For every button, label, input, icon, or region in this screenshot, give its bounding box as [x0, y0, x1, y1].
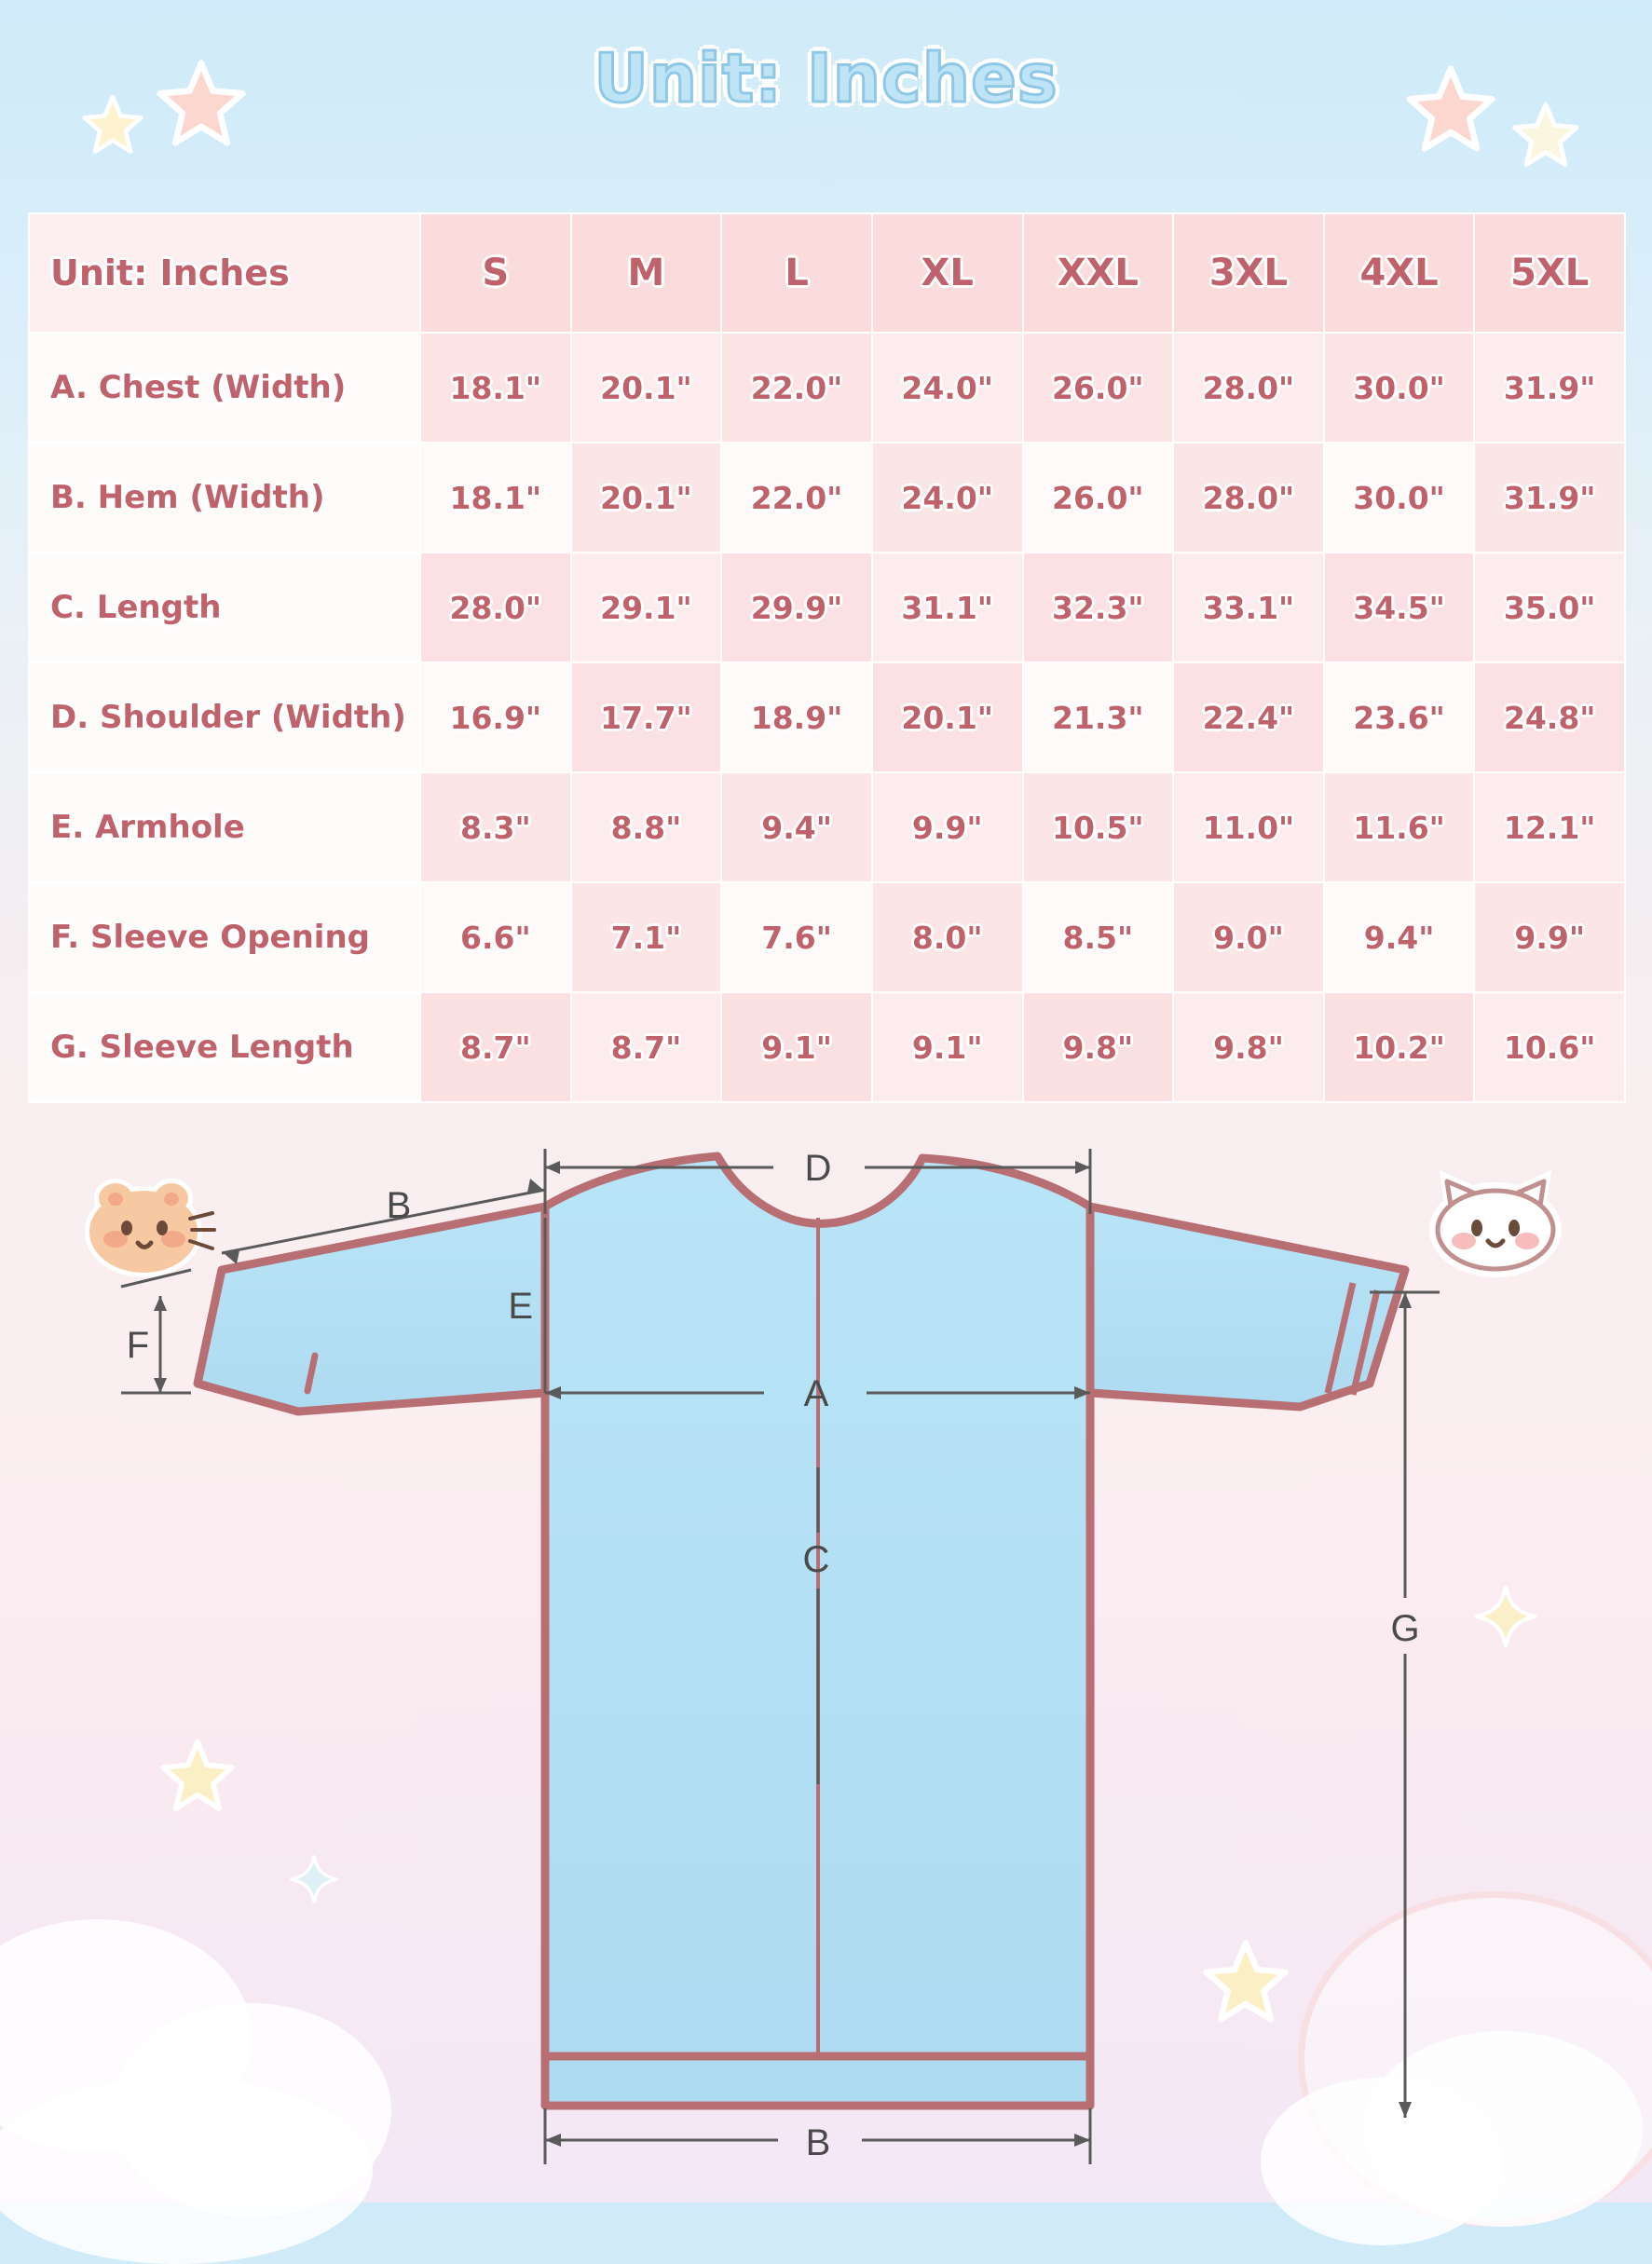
cell-chest-5xl: 31.9" [1474, 333, 1625, 443]
cell-sleeve-opening-l: 7.6" [721, 882, 872, 992]
cell-hem-4xl: 30.0" [1324, 443, 1475, 552]
table-row [29, 333, 1625, 443]
row-label-hem: B. Hem (Width) [29, 443, 420, 552]
size-chart-table [28, 212, 1626, 1103]
table-row [29, 552, 1625, 662]
cell-sleeve-length-5xl: 10.6" [1474, 992, 1625, 1102]
page-title-container [0, 39, 1652, 117]
size-chart-table-container [28, 212, 1626, 1103]
dimension-label-a: A [803, 1373, 829, 1414]
cell-armhole-xxl: 10.5" [1023, 772, 1174, 882]
cell-length-l: 29.9" [721, 552, 872, 662]
dimension-label-b-bottom: B [805, 2122, 831, 2163]
cell-length-5xl: 35.0" [1474, 552, 1625, 662]
cell-shoulder-m: 17.7" [571, 662, 722, 772]
cell-sleeve-opening-4xl: 9.4" [1324, 882, 1475, 992]
cell-sleeve-opening-xxl: 8.5" [1023, 882, 1174, 992]
cell-armhole-5xl: 12.1" [1474, 772, 1625, 882]
cell-sleeve-length-xxl: 9.8" [1023, 992, 1174, 1102]
cell-chest-l: 22.0" [721, 333, 872, 443]
column-header-3xl: 3XL [1173, 213, 1324, 333]
cell-length-4xl: 34.5" [1324, 552, 1475, 662]
column-header-m: M [571, 213, 722, 333]
cell-armhole-l: 9.4" [721, 772, 872, 882]
cell-armhole-m: 8.8" [571, 772, 722, 882]
table-corner-label: Unit: Inches [29, 213, 420, 333]
cell-hem-5xl: 31.9" [1474, 443, 1625, 552]
cell-sleeve-opening-3xl: 9.0" [1173, 882, 1324, 992]
row-label-length: C. Length [29, 552, 420, 662]
cell-armhole-4xl: 11.6" [1324, 772, 1475, 882]
tshirt-measurement-diagram [0, 1113, 1652, 2203]
cell-armhole-s: 8.3" [420, 772, 571, 882]
column-header-4xl: 4XL [1324, 213, 1475, 333]
row-label-armhole: E. Armhole [29, 772, 420, 882]
cell-chest-s: 18.1" [420, 333, 571, 443]
cell-chest-xl: 24.0" [872, 333, 1023, 443]
cell-hem-xl: 24.0" [872, 443, 1023, 552]
cell-chest-m: 20.1" [571, 333, 722, 443]
cell-length-3xl: 33.1" [1173, 552, 1324, 662]
cell-shoulder-l: 18.9" [721, 662, 872, 772]
cell-hem-xxl: 26.0" [1023, 443, 1174, 552]
column-header-5xl: 5XL [1474, 213, 1625, 333]
dimension-label-f: F [126, 1325, 150, 1366]
cell-sleeve-opening-s: 6.6" [420, 882, 571, 992]
cell-sleeve-length-xl: 9.1" [872, 992, 1023, 1102]
table-row [29, 443, 1625, 552]
cell-length-s: 28.0" [420, 552, 571, 662]
cell-length-xl: 31.1" [872, 552, 1023, 662]
dimension-label-e: E [508, 1286, 533, 1327]
cell-chest-3xl: 28.0" [1173, 333, 1324, 443]
cell-hem-3xl: 28.0" [1173, 443, 1324, 552]
cell-shoulder-5xl: 24.8" [1474, 662, 1625, 772]
cell-sleeve-length-4xl: 10.2" [1324, 992, 1475, 1102]
row-label-shoulder: D. Shoulder (Width) [29, 662, 420, 772]
cell-sleeve-length-s: 8.7" [420, 992, 571, 1102]
column-header-s: S [420, 213, 571, 333]
cell-chest-xxl: 26.0" [1023, 333, 1174, 443]
cell-chest-4xl: 30.0" [1324, 333, 1475, 443]
table-header-row [29, 213, 1625, 333]
cell-length-xxl: 32.3" [1023, 552, 1174, 662]
cell-sleeve-opening-m: 7.1" [571, 882, 722, 992]
cell-shoulder-xl: 20.1" [872, 662, 1023, 772]
cell-sleeve-opening-xl: 8.0" [872, 882, 1023, 992]
cell-hem-l: 22.0" [721, 443, 872, 552]
cell-sleeve-opening-5xl: 9.9" [1474, 882, 1625, 992]
row-label-chest: A. Chest (Width) [29, 333, 420, 443]
table-row [29, 772, 1625, 882]
row-label-sleeve-opening: F. Sleeve Opening [29, 882, 420, 992]
table-row [29, 992, 1625, 1102]
cell-hem-m: 20.1" [571, 443, 722, 552]
page-title: Unit: Inches [594, 39, 1058, 117]
cell-hem-s: 18.1" [420, 443, 571, 552]
cell-armhole-3xl: 11.0" [1173, 772, 1324, 882]
bear-sticker-icon [67, 1165, 225, 1290]
cell-sleeve-length-m: 8.7" [571, 992, 722, 1102]
cell-shoulder-s: 16.9" [420, 662, 571, 772]
cell-sleeve-length-3xl: 9.8" [1173, 992, 1324, 1102]
dimension-label-g: G [1390, 1608, 1420, 1649]
cell-length-m: 29.1" [571, 552, 722, 662]
row-label-sleeve-length: G. Sleeve Length [29, 992, 420, 1102]
column-header-xl: XL [872, 213, 1023, 333]
shirt-left-sleeve [198, 1207, 545, 1412]
column-header-xxl: XXL [1023, 213, 1174, 333]
dimension-label-c: C [802, 1539, 830, 1580]
cat-sticker-icon [1412, 1163, 1579, 1289]
cell-shoulder-4xl: 23.6" [1324, 662, 1475, 772]
column-header-l: L [721, 213, 872, 333]
cell-sleeve-length-l: 9.1" [721, 992, 872, 1102]
dimension-label-b-top: B [386, 1185, 412, 1226]
cell-armhole-xl: 9.9" [872, 772, 1023, 882]
dimension-label-d: D [804, 1148, 832, 1189]
table-row [29, 662, 1625, 772]
table-row [29, 882, 1625, 992]
cell-shoulder-3xl: 22.4" [1173, 662, 1324, 772]
cell-shoulder-xxl: 21.3" [1023, 662, 1174, 772]
